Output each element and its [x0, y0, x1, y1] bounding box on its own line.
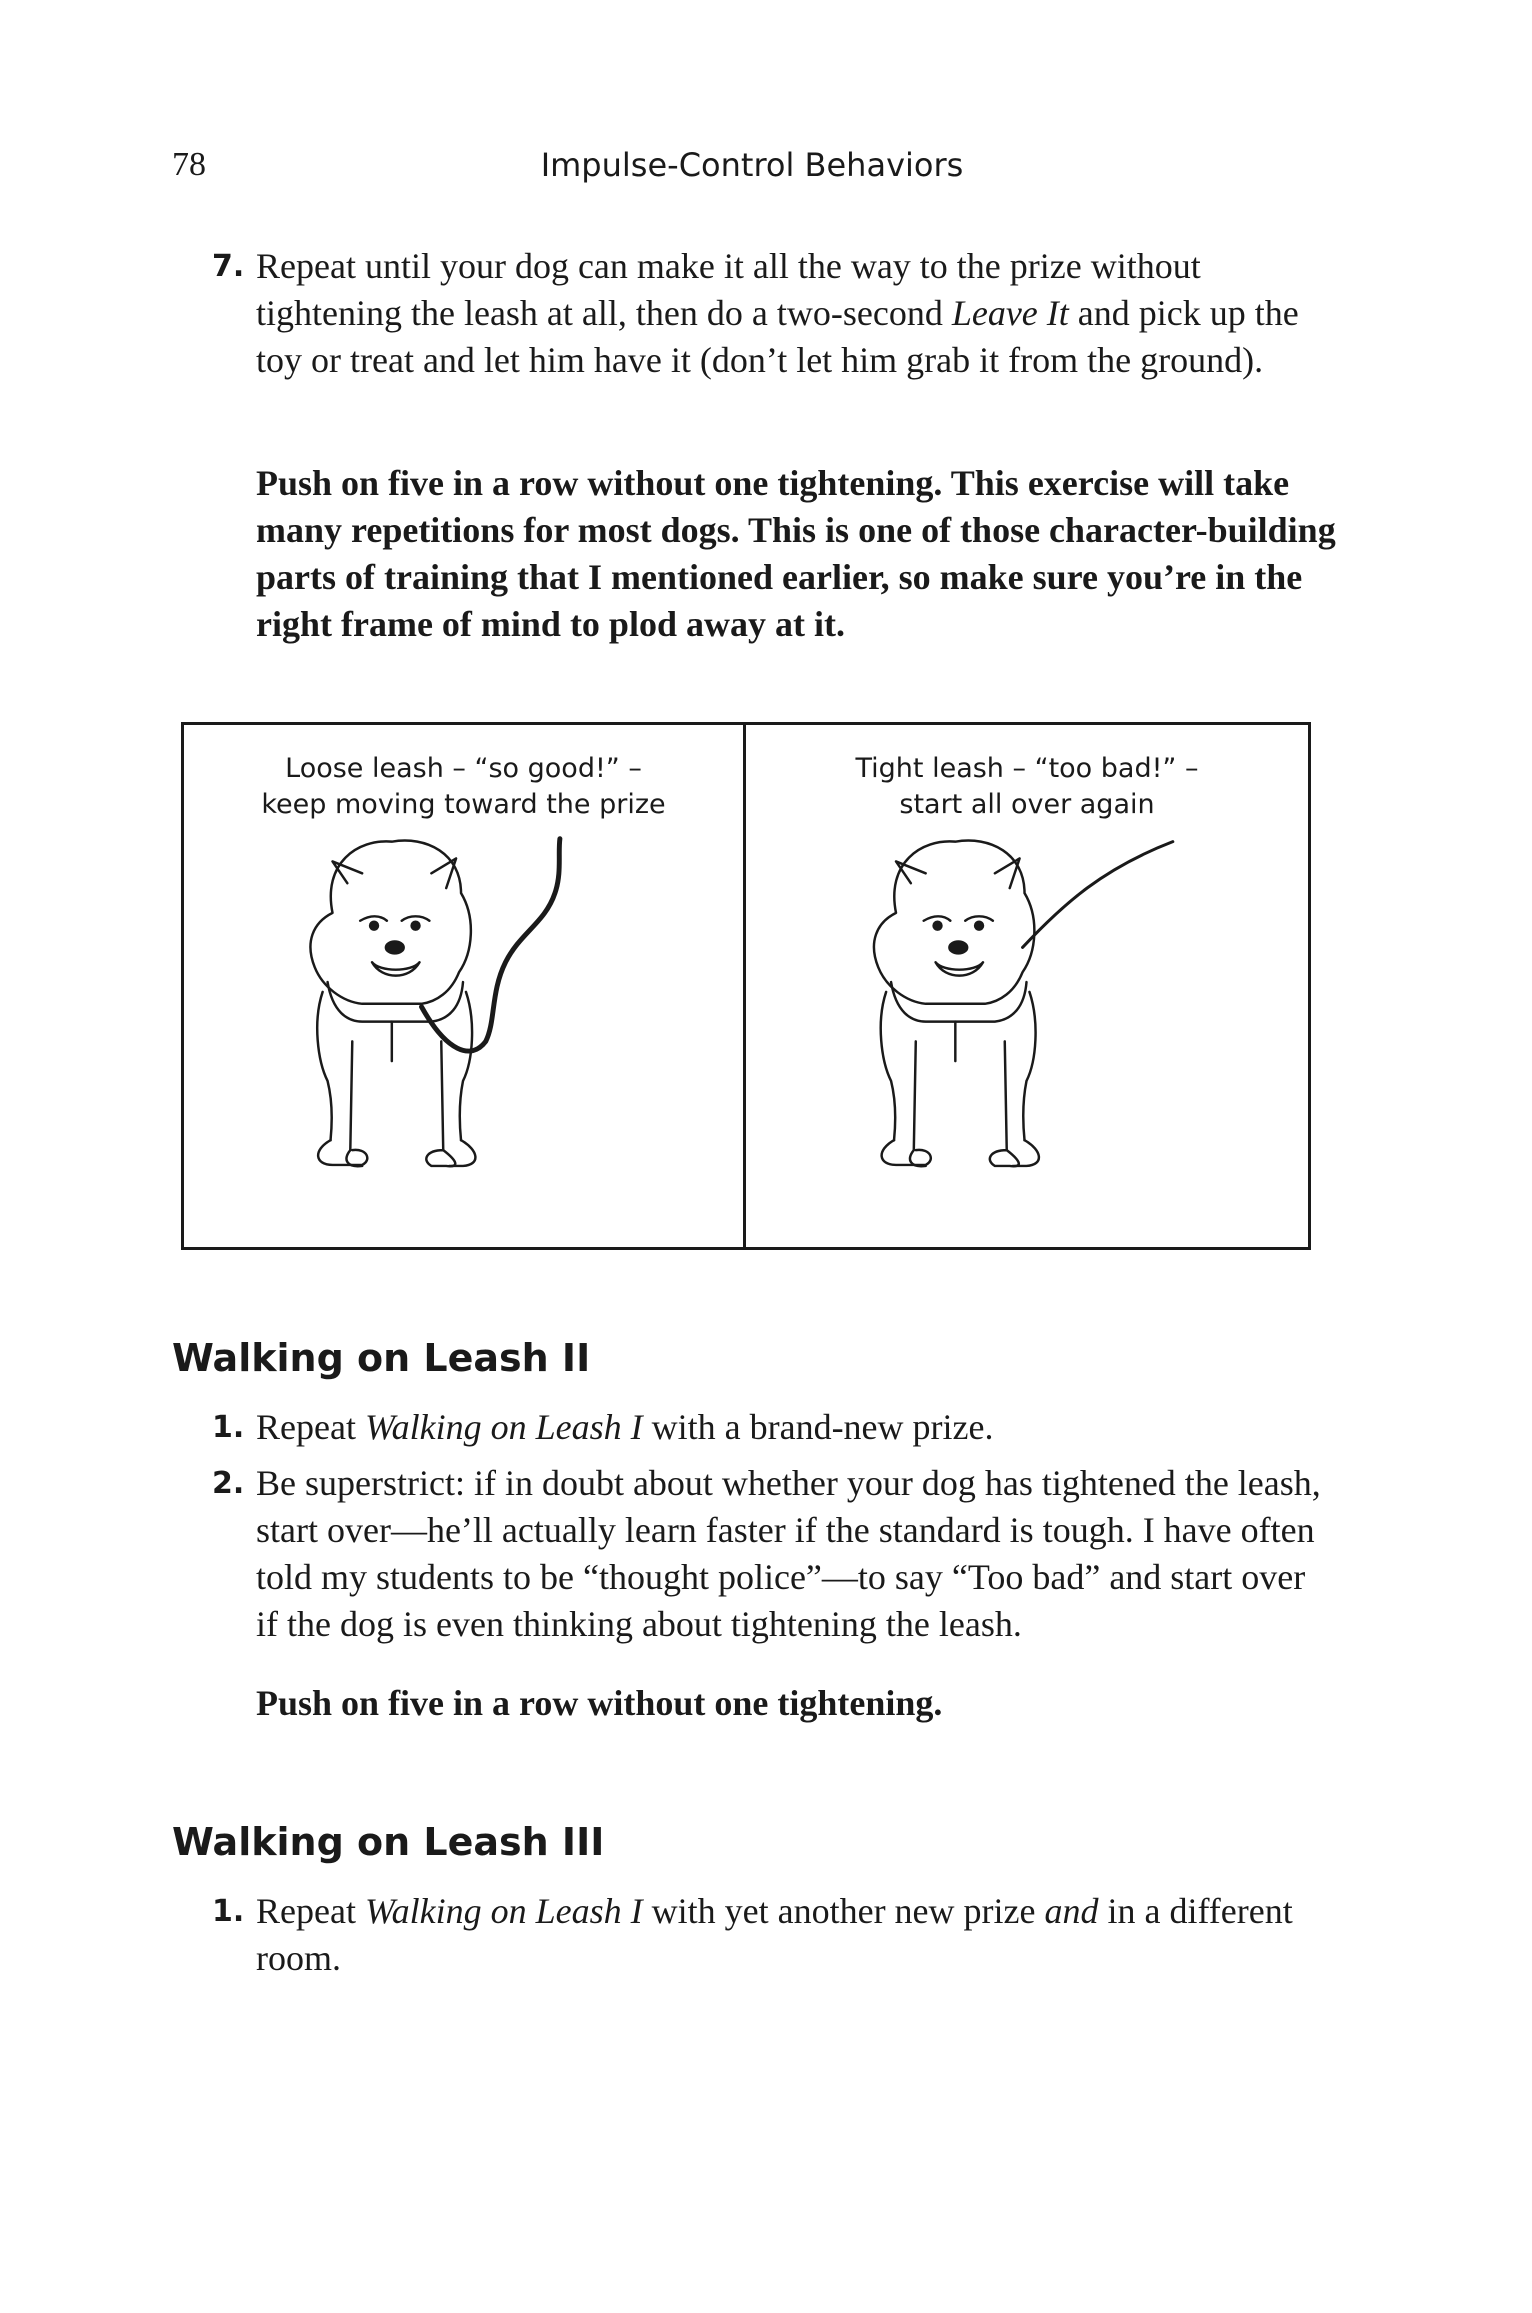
push-instruction: Push on five in a row without one tightening. This exercise will take many repetitions for most dogs. This is one of those character-building parts of training that I mentioned earlier, so make sure you’re in the right frame of mind to plod away at it. [256, 463, 1336, 644]
step-7 [212, 243, 1332, 384]
dog-tight-leash-drawing [746, 725, 1308, 1247]
tight-leash-caption: Tight leash – “too bad!” – start all over again [855, 753, 1199, 820]
step-text: Repeat until your dog can make it all the way to the prize without tightening the leash at all, then do a two-second Leave It and pick up the toy or treat and let him have it (don’t let him grab it from the ground). [256, 246, 1299, 380]
step-text: Be superstrict: if in doubt about whether your dog has tightened the leash, start over—he’ll actually learn faster if the standard is tough. I have often told my students to be “thought police”—to say “Too bad” and start over if the dog is even thinking about tightening the leash. [256, 1463, 1321, 1644]
step-text: Repeat Walking on Leash I with yet another new prize and in a different room. [256, 1891, 1293, 1978]
tight-leash-panel [746, 725, 1308, 1247]
step-number: 1. [212, 1894, 245, 1929]
leash-2-step-2 [212, 1460, 1332, 1648]
page-header [172, 146, 1332, 196]
leash-3-step-1 [212, 1888, 1332, 1982]
step-number: 7. [212, 249, 245, 284]
push-instruction-2: Push on five in a row without one tightening. [256, 1683, 943, 1723]
leash-illustration [181, 722, 1311, 1250]
section-title-leash-2: Walking on Leash II [172, 1336, 591, 1380]
step-text: Repeat Walking on Leash I with a brand-new prize. [256, 1407, 994, 1447]
leash-2-step-1 [212, 1404, 1332, 1451]
running-head: Impulse-Control Behaviors [540, 146, 964, 184]
section-title-leash-3: Walking on Leash III [172, 1820, 605, 1864]
page-number: 78 [172, 146, 206, 183]
loose-leash-panel [184, 725, 746, 1247]
loose-leash-caption: Loose leash – “so good!” – keep moving toward the prize [261, 753, 666, 820]
step-number: 2. [212, 1466, 245, 1501]
dog-loose-leash-drawing [184, 725, 743, 1247]
step-number: 1. [212, 1410, 245, 1445]
